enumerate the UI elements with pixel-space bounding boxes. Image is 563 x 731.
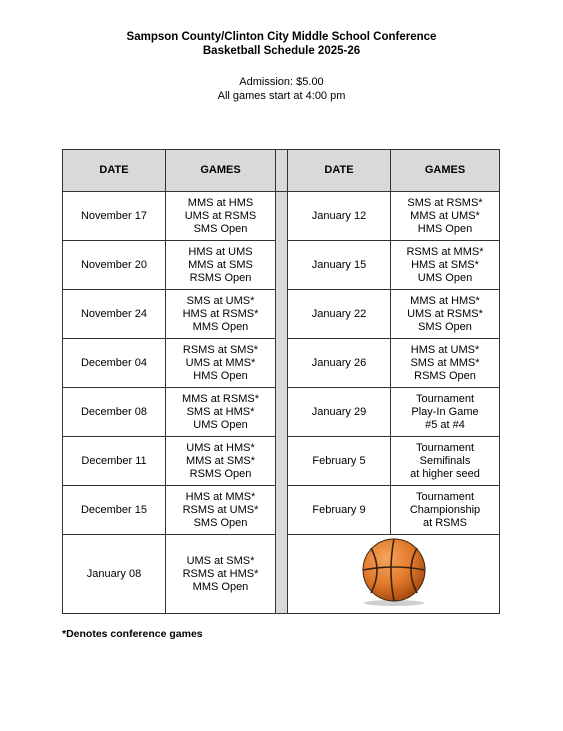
games-header-left: GAMES — [166, 150, 276, 192]
game-line: UMS Open — [193, 418, 248, 431]
date-cell: January 22 — [288, 290, 391, 339]
game-line: RSMS at HMS* — [182, 567, 259, 580]
game-line: UMS at RSMS* — [407, 307, 483, 320]
game-line: MMS Open — [192, 580, 249, 593]
games-cell — [391, 437, 500, 486]
start-time-text: All games start at 4:00 pm — [217, 90, 346, 102]
date-cell: December 11 — [63, 437, 166, 486]
game-line: at higher seed — [410, 467, 480, 480]
game-line: RSMS at UMS* — [182, 503, 259, 516]
game-line: RSMS at SMS* — [182, 343, 259, 356]
admission-text: Admission: $5.00 — [239, 76, 324, 88]
games-header-right: GAMES — [391, 150, 500, 192]
basketball-icon — [357, 537, 431, 607]
game-line: Play-In Game — [411, 405, 479, 418]
game-line: SMS Open — [193, 516, 248, 529]
game-line: SMS at HMS* — [186, 405, 255, 418]
date-cell: November 20 — [63, 241, 166, 290]
date-cell: December 04 — [63, 339, 166, 388]
game-line: HMS at SMS* — [411, 258, 479, 271]
game-line: HMS Open — [417, 222, 473, 235]
date-cell: January 15 — [288, 241, 391, 290]
game-line: UMS at SMS* — [186, 554, 255, 567]
date-cell: February 9 — [288, 486, 391, 535]
date-cell: January 29 — [288, 388, 391, 437]
game-line: RSMS Open — [189, 271, 252, 284]
basketball-image-cell — [288, 535, 500, 614]
games-cell — [166, 486, 276, 535]
date-cell: January 08 — [63, 535, 166, 614]
date-cell: December 08 — [63, 388, 166, 437]
column-separator — [276, 150, 288, 192]
games-cell — [166, 290, 276, 339]
game-line: SMS at MMS* — [410, 356, 480, 369]
game-line: UMS at HMS* — [186, 441, 255, 454]
date-cell: November 24 — [63, 290, 166, 339]
game-line: UMS Open — [417, 271, 473, 284]
game-line: MMS at HMS — [187, 196, 254, 209]
game-line: SMS Open — [193, 222, 248, 235]
game-line: SMS at RSMS* — [407, 196, 483, 209]
game-line: MMS at SMS* — [185, 454, 256, 467]
game-line: HMS at UMS* — [410, 343, 480, 356]
games-cell — [391, 388, 500, 437]
games-cell — [391, 339, 500, 388]
game-line: RSMS Open — [414, 369, 476, 382]
date-cell: January 12 — [288, 192, 391, 241]
date-cell: November 17 — [63, 192, 166, 241]
table-header-row — [63, 150, 500, 192]
games-cell — [391, 290, 500, 339]
game-line: RSMS at MMS* — [406, 245, 484, 258]
table-row — [63, 192, 500, 241]
game-line: SMS Open — [418, 320, 472, 333]
game-line: Semifinals — [419, 454, 471, 467]
title-line-1: Sampson County/Clinton City Middle School Conference — [126, 31, 437, 43]
game-line: Tournament — [415, 441, 475, 454]
game-line: MMS at UMS* — [410, 209, 480, 222]
game-line: #5 at #4 — [425, 418, 465, 431]
game-line: HMS at MMS* — [185, 490, 256, 503]
games-cell — [391, 192, 500, 241]
games-cell — [166, 192, 276, 241]
game-line: SMS at UMS* — [186, 294, 255, 307]
schedule-table — [62, 149, 500, 614]
games-cell — [391, 486, 500, 535]
game-line: HMS Open — [193, 369, 248, 382]
games-cell — [166, 339, 276, 388]
game-line: Tournament — [415, 392, 475, 405]
column-separator — [276, 192, 288, 614]
date-cell: February 5 — [288, 437, 391, 486]
game-line: at RSMS — [422, 516, 467, 529]
date-header-left: DATE — [63, 150, 166, 192]
game-line: MMS at HMS* — [410, 294, 480, 307]
game-line: MMS at RSMS* — [181, 392, 259, 405]
footnote: *Denotes conference games — [62, 628, 203, 640]
games-cell — [391, 241, 500, 290]
game-line: MMS Open — [192, 320, 249, 333]
games-cell — [166, 437, 276, 486]
games-cell — [166, 388, 276, 437]
game-line: RSMS Open — [189, 467, 252, 480]
game-line: HMS at RSMS* — [182, 307, 259, 320]
game-line: UMS at RSMS — [184, 209, 257, 222]
games-cell — [166, 241, 276, 290]
game-line: UMS at MMS* — [185, 356, 256, 369]
game-line: Championship — [409, 503, 481, 516]
title-line-2: Basketball Schedule 2025-26 — [202, 45, 361, 57]
game-line: Tournament — [415, 490, 475, 503]
date-cell: January 26 — [288, 339, 391, 388]
games-cell — [166, 535, 276, 614]
game-line: MMS at SMS — [188, 258, 253, 271]
game-line: HMS at UMS — [188, 245, 253, 258]
date-cell: December 15 — [63, 486, 166, 535]
date-header-right: DATE — [288, 150, 391, 192]
